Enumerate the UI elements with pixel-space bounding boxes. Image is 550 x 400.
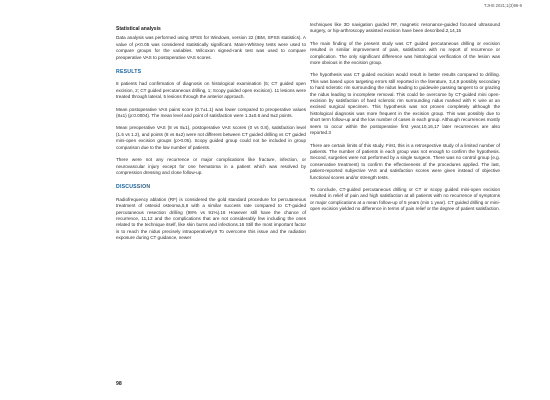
results-paragraph: There were not any recurrence or major complications like fracture, infection, or neurovascular injury except for one hematoma in a patient which was resolved by compression dressing and close follow-up. [116,157,306,175]
discussion-paragraph: The hypothesis was CT guided excision would result in better results compared to drilling. This was based upon targeting errors still reported in the literature, 3,4,9 possibly secondary to hard sclerotic rim surrounding the nidus leading to guidewire passing tangent to or grazing the nidus leading to incomplete removal. This could be overcome by CT-guided mini open-excision by satisfaction of hard sclerotic rim surrounding nidus marked with K wire at an excised surgical specimen. This hypothesis was not proven completely although the histological diagnosis was more frequent in the excision group. This was possibly due to short term follow-up and the low number of cases in each group. Although recurrences mostly seem to occur within the postoperative first year,10,16,17 later recurrences are also reported.3 [310,72,500,136]
results-paragraph: 8 patients had confirmation of diagnosis on histological examination (5; CT guided open excision, 2; CT guided percutaneous drilling, 1; Scopy guided open excision). 11 lesions were treated through lateral, 5 lesions through the anterior approach. [116,81,306,100]
results-heading: RESULTS [116,69,142,76]
discussion-heading: DISCUSSION [116,184,151,191]
journal-citation: TJHS 2021;1(3)96-9 [484,3,522,8]
right-column [310,22,500,219]
page-number: 98 [116,381,122,387]
left-column [116,26,306,248]
results-paragraph: Mean postoperative VAS pains score (0.7±1.1) was lower compared to preoperative values (8±1) (p:0.0004). The mean level and point of satisfaction were 1.3±0.6 and 8±2 points. [116,106,306,119]
discussion-paragraph: The main finding of the present study was CT guided percutaneous drilling or excision resulted in similar improvement of pain, satisfaction with no report of recurrence or complication. The only significant difference was histological verification of the lesion was more obvious in the excision group. [310,40,500,66]
conclusion-paragraph: To conclude, CT-guided percutaneous drilling or CT or scopy guided mini-open excision resulted in relief of pain and high satisfaction at all patients with no recurrence of symptoms or major complications at a mean follow-up of 5 years (min 1 year). CT guided drilling or mini-open excision yielded no difference in terms of pain relief or the degree of patient satisfaction. [310,186,500,212]
statistical-analysis-heading: Statistical analysis [116,26,161,32]
discussion-paragraph: Radiofrequency ablation (RF) is considered the gold standard procedure for percutaneous treatment of osteoid osteoma,5,6 with a similar success rate compared to CT-guided percutaneous resection drilling (98% vs 91%).16 However still have the chance of recurrence, 11,12 and the complications that are not considerably few including the ones related to the technique itself, like skin burns and infections.16 Still the most important factor is to reach the nidus precisely intraoperatively.9 To overcome this issue and the radiation exposure during CT guidance, newer [116,196,306,241]
discussion-paragraph: techniques like 3D navigation guided RF, magnetic resonance-guided focused ultrasound surgery, or hip-arthroscopy assisted excision have been described.2,14,15 [310,22,500,34]
discussion-paragraph: There are certain limits of this study. First, this is a retrospective study of a limited number of patients. The number of patients in each group was not enough to confirm the hypothesis. Second, surgeries were not performed by a single surgeon. There was no control group (e.g. conservative treatment) to confirm the effectiveness of the procedures applied. The last, patient-reported subjective VAS and satisfaction scores were given instead of objective functional scores and/or strength tests. [310,142,500,180]
results-paragraph: Mean preoperative VAS (8 vs 8±1), postoperative VAS scores (0 vs 0.8), satisfaction level (1.5 vs 1.2), and points (8 vs 8±2) were not different between CT guided drilling vs CT guided mini-open excision groups (p>0.05). Scopy guided group could not be included in group comparison due to the low number of patients. [116,125,306,150]
statistical-analysis-paragraph: Data analysis was performed using SPSS for Windows, version 22 (IBM, SPSS statistics). A value of p<0.05 was considered statistically significant. Mann-Whitney tests were used to compare groups for the variables. Wilcoxon signed-rank test was used to compare preoperative VAS to postoperative VAS scores. [116,35,306,60]
